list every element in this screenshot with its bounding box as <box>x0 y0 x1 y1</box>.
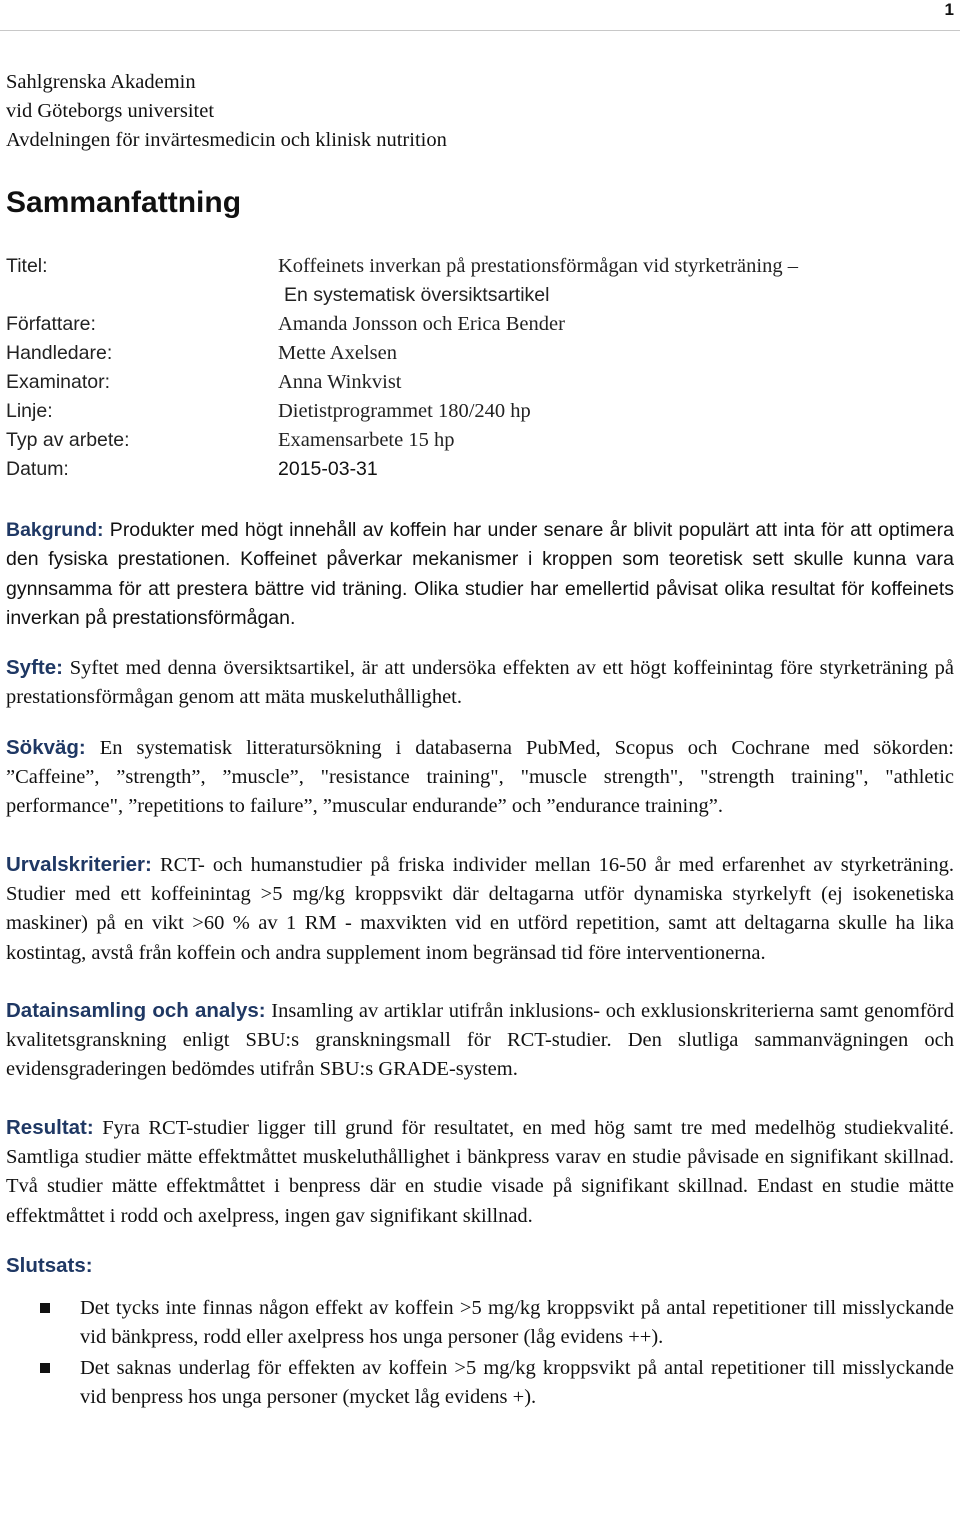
conclusion-text: Det saknas underlag för effekten av koffein >5 mg/kg kroppsvikt på antal repetitioner till misslyckande vid benpress hos unga personer (mycket låg evidens +). <box>80 1356 954 1408</box>
section-text: En systematisk litteratursökning i databaserna PubMed, Scopus och Cochrane med sökorden: ”Caffeine”, ”strength”, ”muscle”, "resistance training", "muscle strength", "strength training", "athletic performance", ”repetitions to failure”, ”muscular endurande” och ”endurance training”. <box>6 736 954 818</box>
section-text: Insamling av artiklar utifrån inklusions- och exklusionskriterierna samt genomförd kvalitetsgranskning enligt SBU:s granskningsmall för RCT-studier. Den slutliga sammanvägningen och evidensgraderingen bedömdes utifrån SBU:s GRADE-system. <box>6 999 954 1081</box>
meta-row-title <box>6 252 946 281</box>
section-label: Bakgrund: <box>6 519 104 541</box>
institution-line: Avdelningen för invärtesmedicin och klinisk nutrition <box>6 129 447 151</box>
section-datainsamling <box>6 996 954 1085</box>
meta-value: Examensarbete 15 hp <box>278 429 455 451</box>
meta-value: Mette Axelsen <box>278 342 397 364</box>
meta-value: Dietistprogrammet 180/240 hp <box>278 400 531 422</box>
meta-row-examiner <box>6 368 946 397</box>
meta-row-program <box>6 397 946 426</box>
section-label: Resultat: <box>6 1115 94 1139</box>
institution-line: vid Göteborgs universitet <box>6 100 215 122</box>
section-syfte <box>6 653 954 713</box>
section-bakgrund <box>6 516 954 633</box>
meta-label: Examinator: <box>6 371 111 393</box>
meta-value: Koffeinets inverkan på prestationsförmågan vid styrketräning – <box>278 255 798 277</box>
section-text: Produkter med högt innehåll av koffein har under senare år blivit populärt att inta för att optimera den fysiska prestationen. Koffeinet påverkar mekanismer i kroppen som teoretisk sett skulle kunna vara gynnsamma för att prestera bättre vid träning. Olika studier har emellertid påvisat olika resultat för koffeinets inverkan på prestationsförmågan. <box>6 519 954 629</box>
meta-row-supervisor <box>6 339 946 368</box>
meta-value: En systematisk översiktsartikel <box>284 284 550 306</box>
page-title: Sammanfattning <box>6 186 242 219</box>
section-resultat <box>6 1113 954 1231</box>
abstract-body <box>6 516 954 1413</box>
page-number: 1 <box>944 0 954 19</box>
meta-value: Amanda Jonsson och Erica Bender <box>278 313 565 335</box>
section-label: Datainsamling och analys: <box>6 998 266 1022</box>
section-sokvag <box>6 733 954 822</box>
section-text: Fyra RCT-studier ligger till grund för resultatet, en med hög samt tre med medelhög studiekvalité. Samtliga studier mätte effektmåttet muskeluthållighet i bänkpress varav en studie påvisade en signifikant skillnad. Två studier mätte effektmåttet i benpress där en studie visade på signifikant skillnad. Endast en studie mätte effektmåttet i rodd och axelpress, ingen gav signifikant skillnad. <box>6 1116 954 1227</box>
institution-line: Sahlgrenska Akademin <box>6 71 196 93</box>
conclusion-item <box>6 1294 954 1353</box>
conclusion-list <box>6 1294 954 1412</box>
meta-label: Handledare: <box>6 342 113 364</box>
meta-row-date <box>6 455 946 484</box>
square-bullet-icon <box>40 1303 50 1313</box>
meta-row-title-cont <box>6 281 946 310</box>
conclusion-text: Det tycks inte finnas någon effekt av koffein >5 mg/kg kroppsvikt på antal repetitioner till misslyckande vid bänkpress, rodd eller axelpress hos unga personer (låg evidens ++). <box>80 1296 954 1349</box>
meta-label: Datum: <box>6 458 69 480</box>
meta-label: Linje: <box>6 400 53 422</box>
meta-value: 2015-03-31 <box>278 458 378 480</box>
section-text: RCT- och humanstudier på friska individer mellan 16-50 år med erfarenhet av styrketräning. Studier med ett koffeinintag >5 mg/kg kroppsvikt där deltagarna utför dynamiska styrkelyft (ej isokenetiska maskiner) på en vikt >60 % av 1 RM - maxvikten vid en utförd repetition, samt att deltagarna skulle ha lika kostintag, avstå från koffein och andra supplement inom begränsad tid före interventionerna. <box>6 853 954 964</box>
meta-value: Anna Winkvist <box>278 371 402 393</box>
section-label: Slutsats: <box>6 1253 93 1277</box>
section-label: Syfte: <box>6 656 63 680</box>
section-label: Urvalskriterier: <box>6 852 152 876</box>
meta-label: Typ av arbete: <box>6 429 130 451</box>
section-label: Sökväg: <box>6 735 86 759</box>
metadata-table <box>6 252 946 484</box>
meta-label: Titel: <box>6 255 48 277</box>
meta-label: Författare: <box>6 313 96 335</box>
institution-block <box>6 68 447 155</box>
square-bullet-icon <box>40 1363 50 1373</box>
section-text: Syftet med denna översiktsartikel, är att undersöka effekten av ett högt koffeinintag före styrketräning på prestationsförmågan genom att mäta muskeluthållighet. <box>6 657 954 709</box>
header-divider <box>0 30 960 31</box>
section-urval <box>6 850 954 968</box>
meta-row-type <box>6 426 946 455</box>
meta-row-author <box>6 310 946 339</box>
conclusion-item <box>6 1354 954 1413</box>
